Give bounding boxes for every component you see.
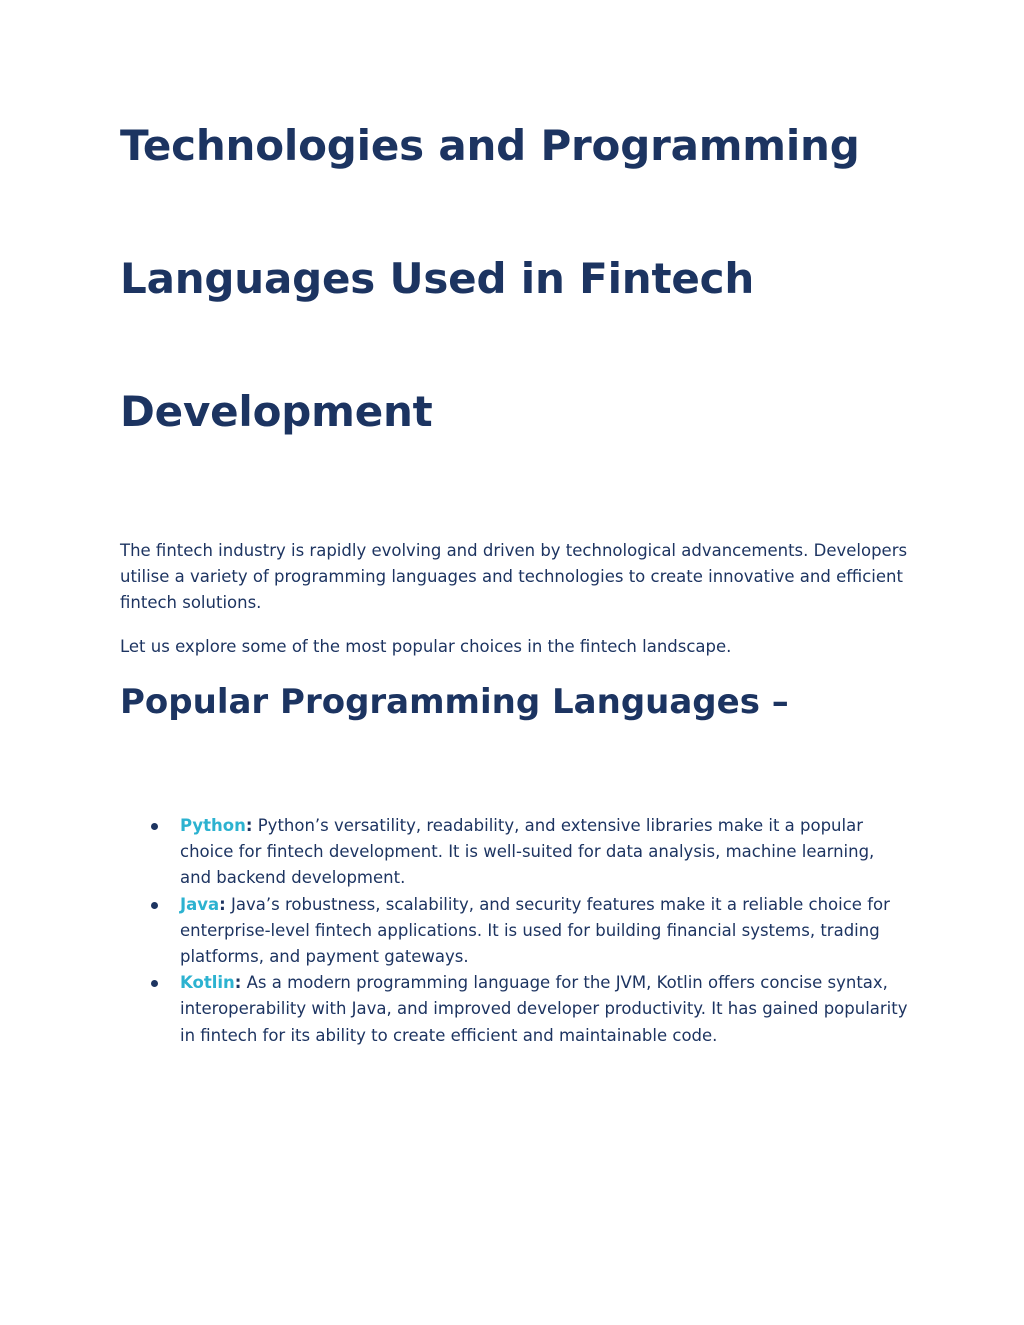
language-name: Python [180,816,246,835]
language-description: As a modern programming language for the JVM, Kotlin offers concise syntax, interoperability with Java, and improved developer productivity. It has gained popularity in fintech for its ability to create efficient and maintainable code. [180,973,908,1045]
section-heading: Popular Programming Languages – [120,682,789,722]
language-list [120,813,910,1049]
title-line-1: Technologies and Programming [120,121,860,170]
language-description: Java’s robustness, scalability, and security features make it a reliable choice for enterprise-level fintech applications. It is used for building financial systems, trading platforms, and payment gateways. [180,894,890,967]
language-name: Kotlin [180,973,235,993]
intro-paragraph: Let us explore some of the most popular choices in the fintech landscape. [120,637,732,656]
list-item [120,813,910,892]
title-line-3: Development [120,387,433,436]
intro-section [120,538,910,660]
language-description: Python’s versatility, readability, and extensive libraries make it a popular choice for fintech development. It is well-suited for data analysis, machine learning, and backend development. [180,816,875,888]
language-name: Java [180,894,220,914]
bullet-icon [151,823,158,830]
bullet-icon [151,902,158,909]
bullet-icon [151,980,158,987]
language-colon: : [219,894,226,914]
title-line-2: Languages Used in Fintech [120,254,755,303]
intro-paragraph: The fintech industry is rapidly evolving and driven by technological advancements. Developers utilise a variety of programming languages and technologies to create innovative and efficient fintech solutions. [120,541,908,612]
list-item [120,892,910,971]
list-item [120,970,910,1049]
language-colon: : [234,973,242,993]
language-colon: : [245,816,253,835]
